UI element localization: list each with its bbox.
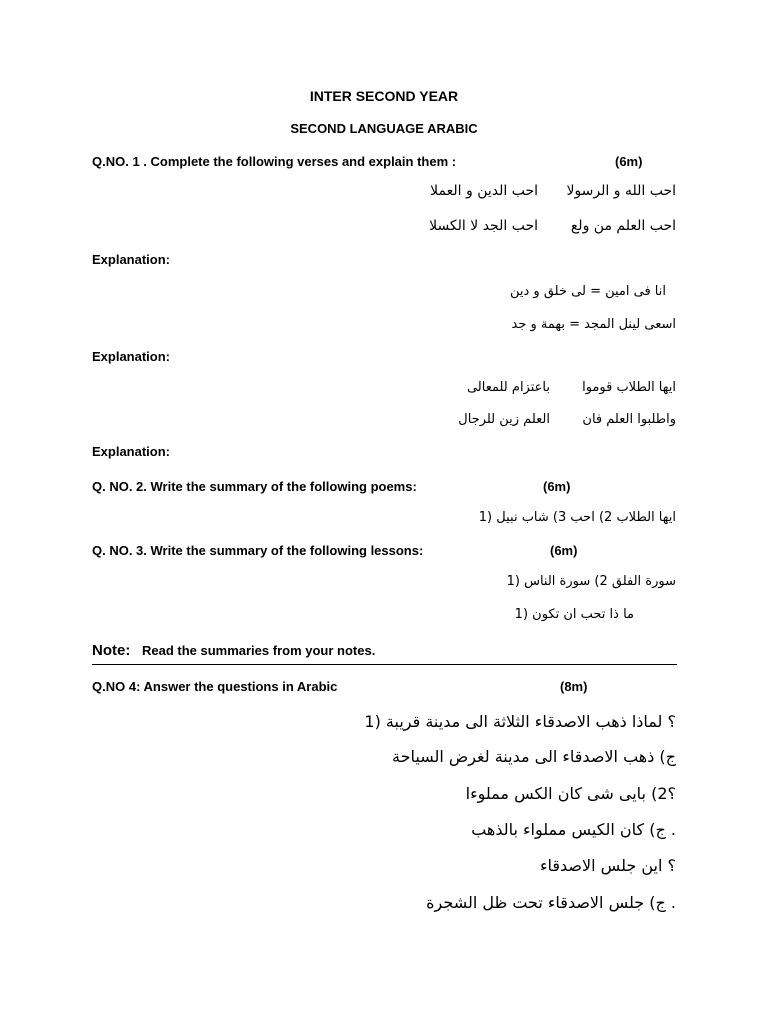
q1-verse6-right: واطلبوا العلم فان bbox=[582, 412, 676, 427]
q3-question: Q. NO. 3. Write the summary of the following lessons: bbox=[92, 543, 424, 558]
q3-items-line2: ما ذا تحب ان تكون (1 bbox=[514, 607, 634, 622]
explanation-label-3: Explanation: bbox=[92, 444, 171, 459]
note-label: Note bbox=[92, 642, 126, 659]
q4-line-5: ؟ اين جلس الاصدقاء bbox=[539, 856, 676, 875]
q2-marks: (6m) bbox=[543, 479, 571, 494]
q4-line-1: ؟ لماذا ذهب الاصدقاء الثلاثة الى مدينة قريبة (1 bbox=[364, 712, 676, 731]
q1-verse2-right: احب العلم من ولع bbox=[570, 218, 676, 234]
subtitle-text: SECOND LANGUAGE ARABIC bbox=[290, 121, 478, 136]
q1-verse6-left: العلم زين للرجال bbox=[458, 412, 550, 427]
q3-marks: (6m) bbox=[550, 543, 578, 558]
q4-line-2: ج) ذهب الاصدقاء الى مدينة لغرض السياحة bbox=[392, 747, 676, 766]
note-text: Read the summaries from your notes. bbox=[141, 643, 376, 658]
q2-items: ايها الطلاب 2) احب 3) شاب نبيل (1 bbox=[478, 510, 676, 525]
q2-question: Q. NO. 2. Write the summary of the following poems: bbox=[92, 479, 417, 494]
q4-marks: (8m) bbox=[560, 679, 588, 694]
note-line: Note: Read the summaries from your notes. bbox=[92, 642, 376, 659]
q4-line-3: ؟2) بايى شى كان الكس مملوءا bbox=[465, 784, 676, 803]
q3-items-line1: سورة الفلق 2) سورة الناس (1 bbox=[506, 574, 676, 589]
q1-verse1-left: احب الدين و العملا bbox=[430, 183, 538, 199]
explanation-label-1: Explanation: bbox=[92, 252, 171, 267]
q1-verse2-left: احب الجد لا الكسلا bbox=[429, 218, 538, 234]
q4-question: Q.NO 4: Answer the questions in Arabic bbox=[92, 679, 338, 694]
q4-line-6: . ج) جلس الاصدقاء تحت ظل الشجرة bbox=[426, 893, 676, 912]
page-title bbox=[0, 88, 768, 104]
q1-question: Q.NO. 1 . Complete the following verses and explain them : bbox=[92, 154, 457, 169]
q1-verse3: انا فى امين = لى خلق و دين bbox=[509, 284, 666, 299]
q1-verse5-left: باعتزام للمعالى bbox=[466, 380, 550, 395]
q1-verse5-right: ايها الطلاب قوموا bbox=[582, 380, 676, 395]
explanation-label-2: Explanation: bbox=[92, 349, 171, 364]
q4-line-4: . ج) كان الكيس مملواء بالذهب bbox=[471, 820, 676, 839]
divider bbox=[92, 664, 677, 665]
q1-marks: (6m) bbox=[615, 154, 643, 169]
q1-verse1-right: احب الله و الرسولا bbox=[566, 183, 676, 199]
q1-verse4: اسعى لينل المجد = بهمة و جد bbox=[511, 317, 676, 332]
page-subtitle bbox=[0, 121, 768, 136]
title-text: INTER SECOND YEAR bbox=[309, 88, 459, 104]
